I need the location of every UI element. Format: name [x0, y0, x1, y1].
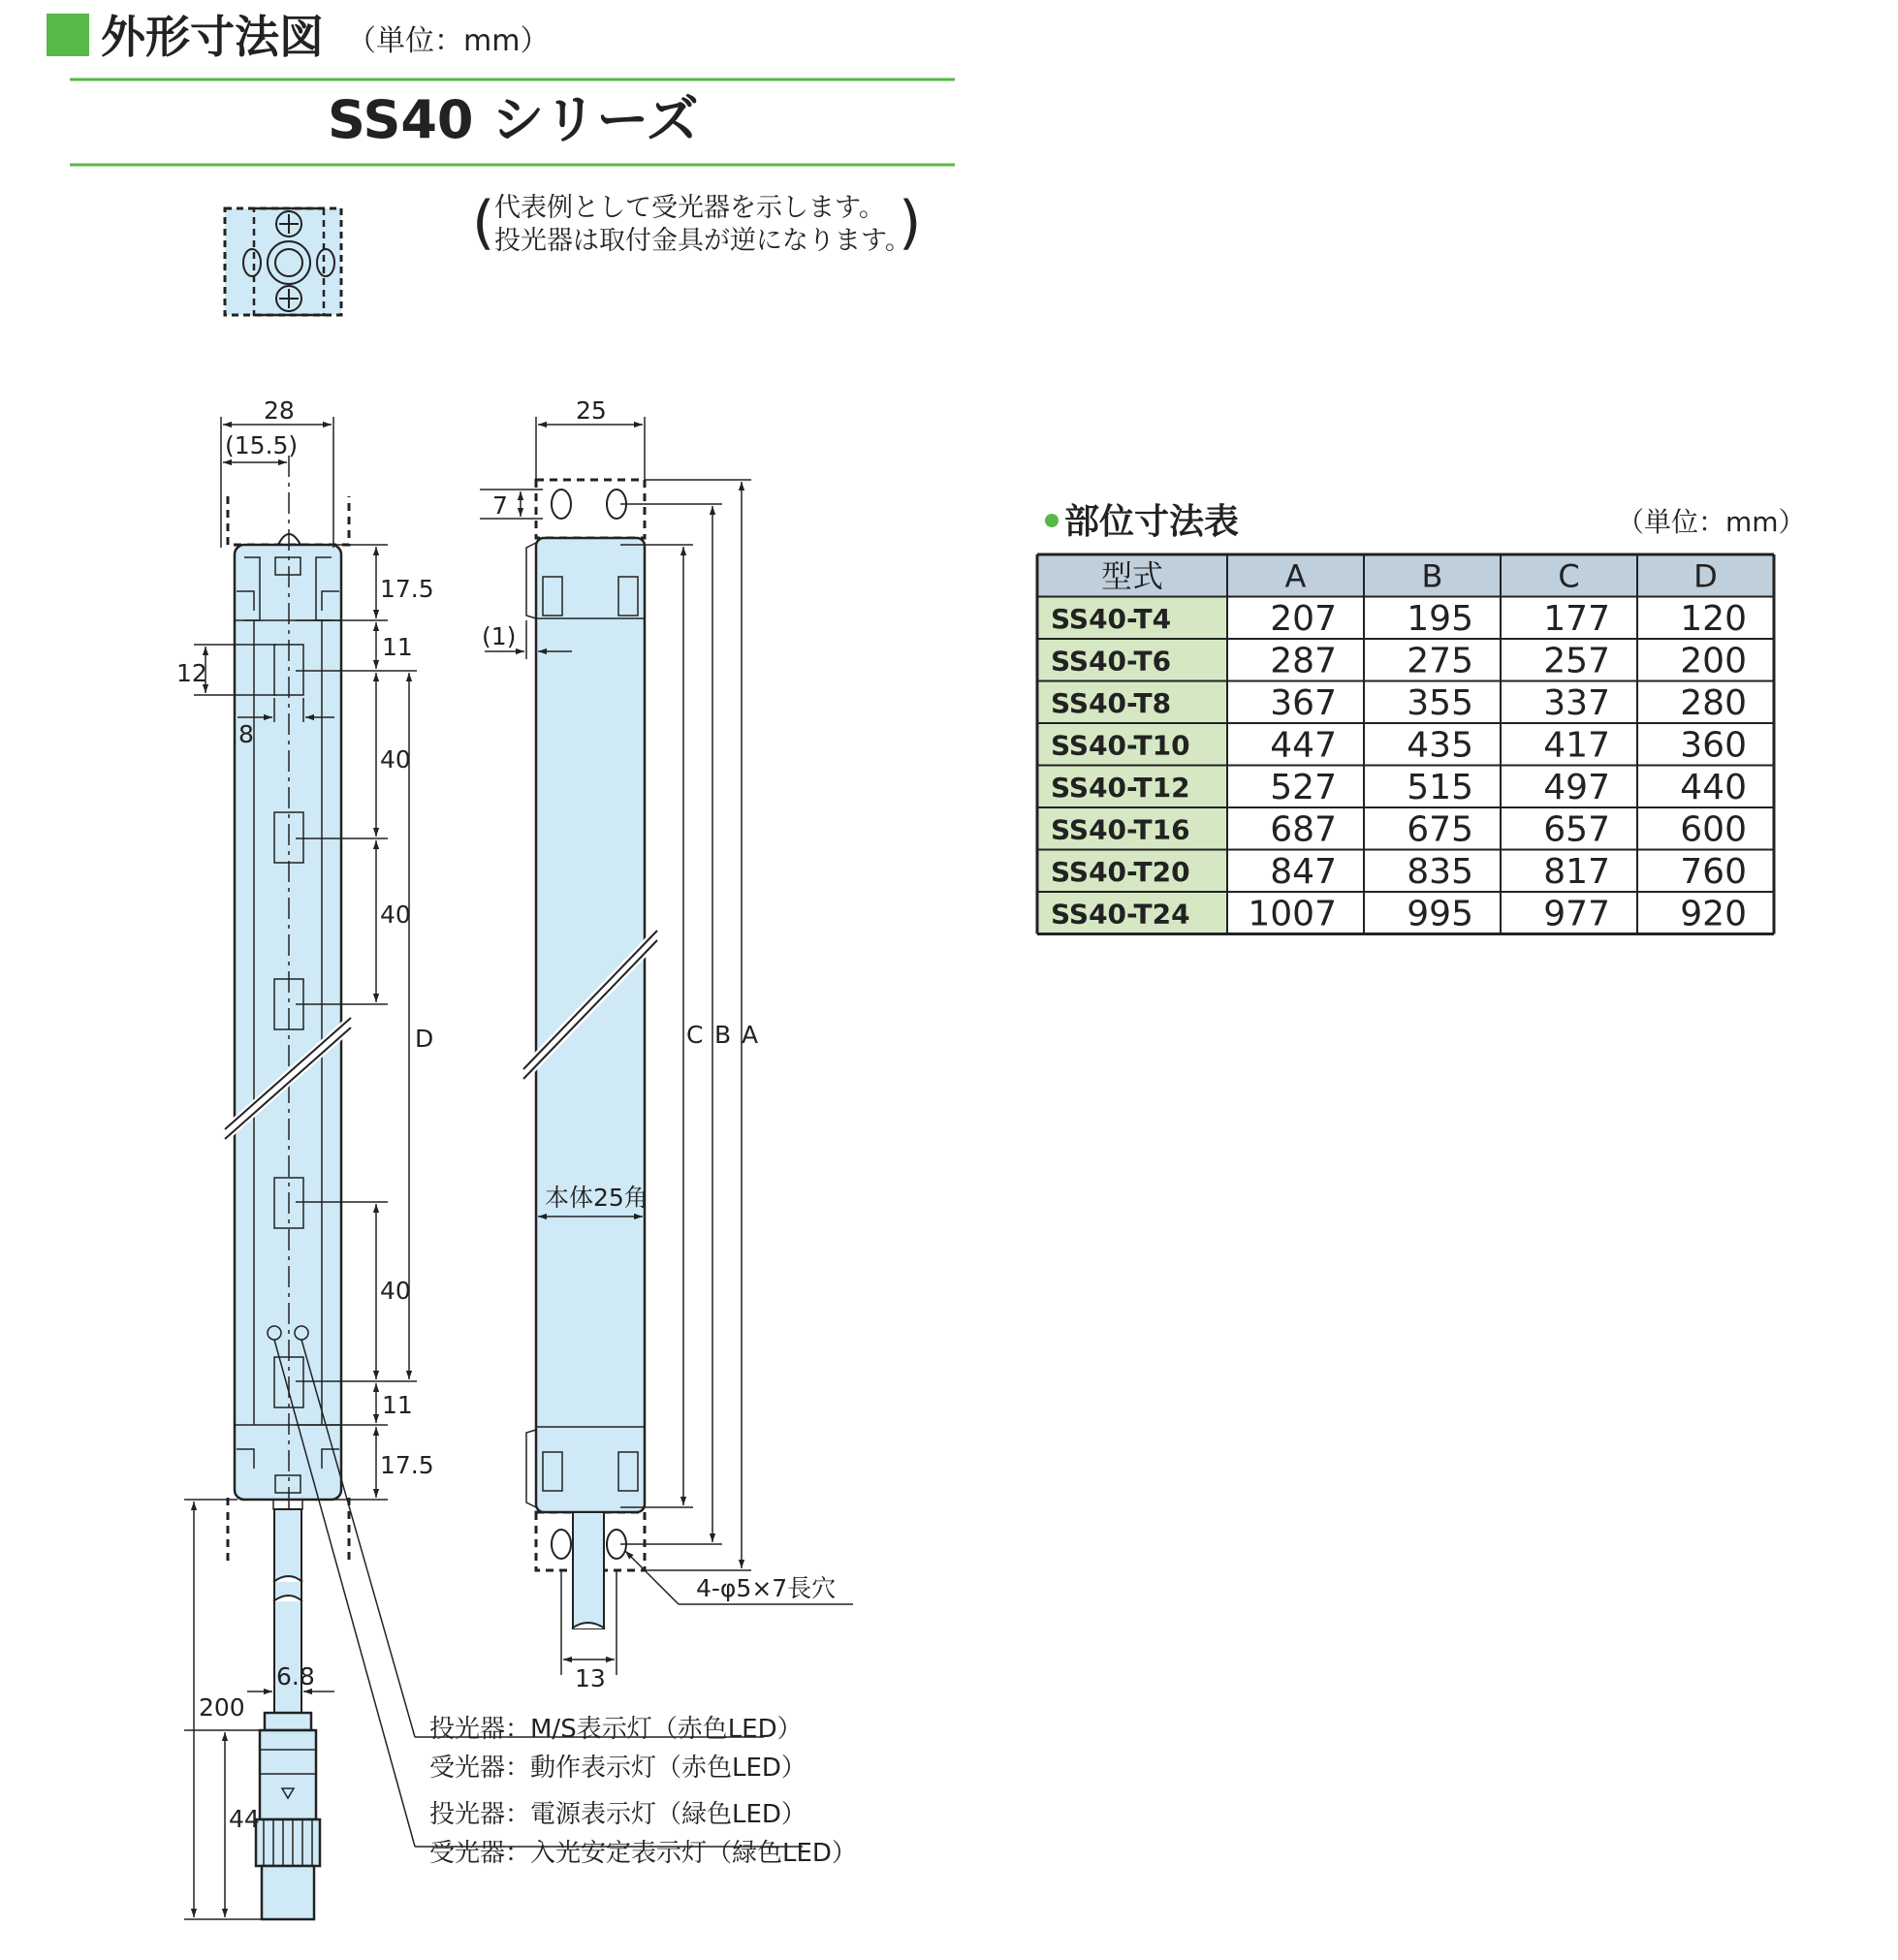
- series-title: SS40 シリーズ: [328, 89, 699, 150]
- table-cell-value: 257: [1543, 641, 1610, 681]
- table-cell-value: 515: [1407, 768, 1473, 807]
- dim-40-b: 40: [380, 901, 411, 929]
- table-cell-value: 367: [1270, 683, 1337, 723]
- table-cell-value: 977: [1543, 894, 1610, 934]
- top-view: [225, 208, 341, 315]
- header-accent-square: [47, 14, 89, 56]
- table-cell-model: SS40-T24: [1051, 898, 1190, 931]
- table-cell-value: 687: [1270, 809, 1337, 850]
- dim-C: C: [686, 1021, 704, 1049]
- table-cell-value: 207: [1270, 599, 1337, 639]
- legend-line-2: 受光器：動作表示灯（赤色LED）: [429, 1754, 807, 1783]
- table-cell-value: 337: [1543, 683, 1610, 723]
- dim-17-5-top: 17.5: [380, 575, 434, 603]
- table-cell-value: 497: [1543, 768, 1610, 807]
- dim-11-bot: 11: [382, 1391, 413, 1419]
- page-title: 外形寸法図: [101, 11, 324, 63]
- legend-line-1: 投光器：M/S表示灯（赤色LED）: [429, 1715, 803, 1744]
- table-cell-model: SS40-T20: [1051, 856, 1190, 888]
- dim-11-top: 11: [382, 633, 413, 661]
- table-cell-value: 1007: [1248, 894, 1337, 934]
- note-line-1: 代表例として受光器を示します。: [494, 193, 885, 223]
- legend-line-3: 投光器：電源表示灯（緑色LED）: [429, 1800, 807, 1829]
- table-cell-model: SS40-T4: [1051, 603, 1172, 635]
- dim-200: 200: [199, 1693, 245, 1722]
- table-cell-value: 760: [1680, 852, 1747, 892]
- dim-6-8: 6.8: [276, 1662, 315, 1691]
- table-header-3: C: [1558, 557, 1580, 595]
- table-cell-value: 200: [1680, 641, 1747, 681]
- table-cell-model: SS40-T12: [1051, 772, 1190, 804]
- dim-12: 12: [176, 659, 207, 687]
- note-bracket-left: (: [472, 189, 495, 257]
- table-cell-model: SS40-T6: [1051, 645, 1172, 678]
- legend-line-4: 受光器：入光安定表示灯（緑色LED）: [429, 1839, 857, 1868]
- dim-holes: 4-φ5×7長穴: [696, 1574, 837, 1602]
- dim-17-5-bot: 17.5: [380, 1451, 434, 1479]
- dim-1: (1): [482, 622, 517, 650]
- table-cell-value: 120: [1680, 599, 1747, 639]
- table-bullet-icon: [1045, 514, 1059, 527]
- table-cell-value: 847: [1270, 852, 1337, 892]
- table-cell-value: 817: [1543, 852, 1610, 892]
- table-cell-value: 835: [1407, 852, 1473, 892]
- table-header-1: A: [1284, 557, 1307, 595]
- table-cell-value: 177: [1543, 599, 1610, 639]
- table-cell-value: 675: [1407, 809, 1473, 850]
- table-cell-model: SS40-T10: [1051, 729, 1190, 762]
- table-cell-value: 275: [1407, 641, 1473, 681]
- table-cell-value: 355: [1407, 683, 1473, 723]
- dim-28: 28: [264, 396, 295, 425]
- table-cell-value: 447: [1270, 725, 1337, 766]
- table-cell-value: 435: [1407, 725, 1473, 766]
- table-cell-value: 195: [1407, 599, 1473, 639]
- table-header-2: B: [1421, 557, 1443, 595]
- table-header-4: D: [1693, 557, 1718, 595]
- dim-13: 13: [575, 1664, 606, 1692]
- table-header-0: 型式: [1100, 557, 1164, 595]
- table-cell-model: SS40-T16: [1051, 813, 1190, 846]
- table-unit: （単位：mm）: [1617, 506, 1806, 538]
- dim-40-a: 40: [380, 745, 411, 774]
- table-cell-value: 657: [1543, 809, 1610, 850]
- dim-A: A: [742, 1021, 759, 1049]
- table-title: 部位寸法表: [1064, 502, 1240, 542]
- dim-D: D: [415, 1025, 434, 1053]
- dim-25: 25: [576, 396, 607, 425]
- table-cell-value: 360: [1680, 725, 1747, 766]
- table-cell-model: SS40-T8: [1051, 687, 1172, 719]
- dim-B: B: [714, 1021, 732, 1049]
- table-cell-value: 527: [1270, 768, 1337, 807]
- table-cell-value: 280: [1680, 683, 1747, 723]
- dim-44: 44: [229, 1805, 260, 1833]
- dim-8: 8: [238, 720, 254, 748]
- table-cell-value: 995: [1407, 894, 1473, 934]
- table-cell-value: 440: [1680, 768, 1747, 807]
- table-cell-value: 600: [1680, 809, 1747, 850]
- note-line-2: 投光器は取付金具が逆になります。: [494, 226, 911, 256]
- dimension-table: [1037, 554, 1774, 934]
- note-bracket-right: ): [899, 189, 922, 257]
- table-cell-value: 920: [1680, 894, 1747, 934]
- dim-body-25: 本体25角: [545, 1184, 648, 1212]
- dim-40-c: 40: [380, 1277, 411, 1305]
- page-unit: （単位：mm）: [347, 24, 550, 58]
- table-cell-value: 417: [1543, 725, 1610, 766]
- dim-15-5: (15.5): [225, 431, 299, 459]
- table-cell-value: 287: [1270, 641, 1337, 681]
- dim-7: 7: [492, 491, 508, 520]
